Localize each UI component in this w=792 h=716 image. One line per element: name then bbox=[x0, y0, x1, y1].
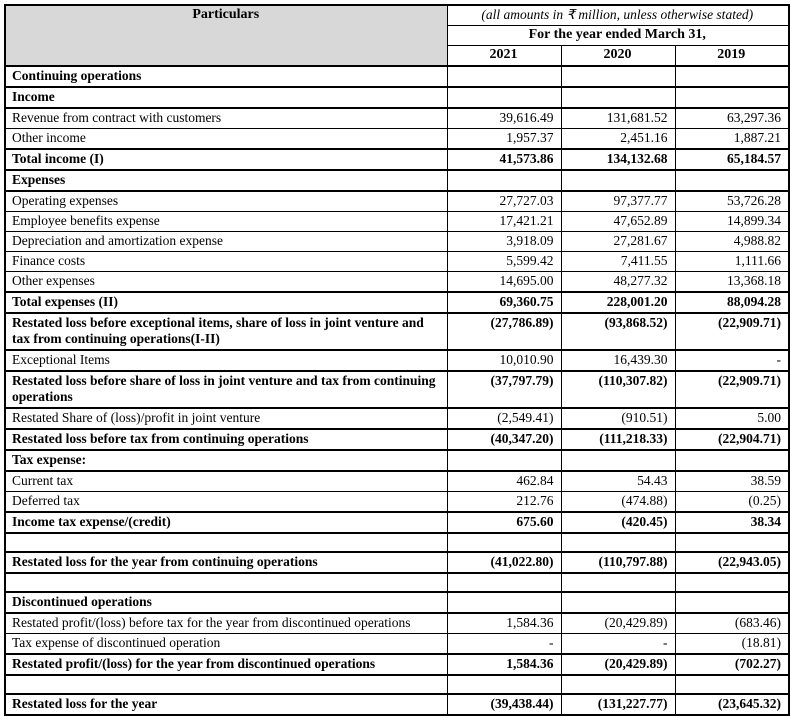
row-label: Restated profit/(loss) before tax for the year from discontinued operations bbox=[5, 613, 447, 634]
period-header-cell: For the year ended March 31, bbox=[447, 26, 789, 46]
table-row bbox=[5, 87, 789, 108]
value-cell: (22,943.05) bbox=[675, 552, 789, 573]
row-label: Restated loss before tax from continuing operations bbox=[5, 429, 447, 450]
table-row bbox=[5, 654, 789, 675]
row-label: Tax expense of discontinued operation bbox=[5, 634, 447, 655]
value-cell: - bbox=[447, 634, 561, 655]
table-row bbox=[5, 272, 789, 293]
value-cell bbox=[675, 87, 789, 108]
table-row bbox=[5, 292, 789, 313]
value-cell bbox=[561, 533, 675, 552]
value-cell: 3,918.09 bbox=[447, 232, 561, 252]
table-row bbox=[5, 313, 789, 350]
table-row bbox=[5, 592, 789, 613]
value-cell: 69,360.75 bbox=[447, 292, 561, 313]
value-cell bbox=[561, 675, 675, 694]
value-cell: 13,368.18 bbox=[675, 272, 789, 293]
row-label: Deferred tax bbox=[5, 492, 447, 513]
year-column-2019: 2019 bbox=[675, 46, 789, 67]
value-cell: (110,797.88) bbox=[561, 552, 675, 573]
value-cell: 41,573.86 bbox=[447, 149, 561, 170]
row-label: Restated loss for the year from continuing operations bbox=[5, 552, 447, 573]
value-cell bbox=[675, 675, 789, 694]
row-label: Exceptional Items bbox=[5, 350, 447, 371]
value-cell: (41,022.80) bbox=[447, 552, 561, 573]
row-label: Depreciation and amortization expense bbox=[5, 232, 447, 252]
value-cell: 38.34 bbox=[675, 512, 789, 533]
value-cell: 4,988.82 bbox=[675, 232, 789, 252]
value-cell: 212.76 bbox=[447, 492, 561, 513]
value-cell bbox=[675, 533, 789, 552]
value-cell: 97,377.77 bbox=[561, 191, 675, 212]
table-row bbox=[5, 694, 789, 715]
value-cell bbox=[561, 573, 675, 592]
table-row bbox=[5, 552, 789, 573]
year-column-2020: 2020 bbox=[561, 46, 675, 67]
value-cell bbox=[447, 450, 561, 471]
value-cell: 53,726.28 bbox=[675, 191, 789, 212]
value-cell bbox=[561, 592, 675, 613]
value-cell: 1,887.21 bbox=[675, 129, 789, 150]
value-cell: 5,599.42 bbox=[447, 252, 561, 272]
value-cell: (702.27) bbox=[675, 654, 789, 675]
table-row bbox=[5, 149, 789, 170]
amounts-note: (all amounts in ₹ million, unless otherwise stated) bbox=[447, 5, 789, 26]
value-cell bbox=[447, 592, 561, 613]
table-row bbox=[5, 129, 789, 150]
value-cell: (131,227.77) bbox=[561, 694, 675, 715]
value-cell: 17,421.21 bbox=[447, 212, 561, 232]
year-column-2021: 2021 bbox=[447, 46, 561, 67]
value-cell: (683.46) bbox=[675, 613, 789, 634]
value-cell: 27,281.67 bbox=[561, 232, 675, 252]
value-cell: 10,010.90 bbox=[447, 350, 561, 371]
row-label: Restated profit/(loss) for the year from discontinued operations bbox=[5, 654, 447, 675]
value-cell: (23,645.32) bbox=[675, 694, 789, 715]
table-body bbox=[5, 66, 789, 715]
value-cell: (110,307.82) bbox=[561, 371, 675, 408]
value-cell bbox=[675, 592, 789, 613]
value-cell: (22,909.71) bbox=[675, 371, 789, 408]
value-cell bbox=[447, 170, 561, 191]
value-cell bbox=[447, 87, 561, 108]
value-cell bbox=[675, 573, 789, 592]
row-label: Restated Share of (loss)/profit in joint venture bbox=[5, 408, 447, 429]
value-cell: 2,451.16 bbox=[561, 129, 675, 150]
table-row bbox=[5, 212, 789, 232]
value-cell: (22,909.71) bbox=[675, 313, 789, 350]
value-cell: 7,411.55 bbox=[561, 252, 675, 272]
row-label: Income bbox=[5, 87, 447, 108]
row-label: Expenses bbox=[5, 170, 447, 191]
value-cell: (18.81) bbox=[675, 634, 789, 655]
table-row bbox=[5, 66, 789, 87]
table-row bbox=[5, 533, 789, 552]
table-row bbox=[5, 492, 789, 513]
row-label: Finance costs bbox=[5, 252, 447, 272]
row-label: Discontinued operations bbox=[5, 592, 447, 613]
value-cell: (474.88) bbox=[561, 492, 675, 513]
value-cell: (27,786.89) bbox=[447, 313, 561, 350]
value-cell bbox=[447, 533, 561, 552]
table-row bbox=[5, 429, 789, 450]
value-cell: (910.51) bbox=[561, 408, 675, 429]
value-cell: 88,094.28 bbox=[675, 292, 789, 313]
value-cell: (93,868.52) bbox=[561, 313, 675, 350]
table-row bbox=[5, 613, 789, 634]
value-cell bbox=[447, 573, 561, 592]
table-row bbox=[5, 371, 789, 408]
value-cell: 54.43 bbox=[561, 471, 675, 492]
row-label bbox=[5, 675, 447, 694]
value-cell bbox=[675, 170, 789, 191]
value-cell: (40,347.20) bbox=[447, 429, 561, 450]
row-label: Other expenses bbox=[5, 272, 447, 293]
table-row bbox=[5, 634, 789, 655]
value-cell: 5.00 bbox=[675, 408, 789, 429]
table-row bbox=[5, 512, 789, 533]
value-cell: 1,111.66 bbox=[675, 252, 789, 272]
row-label bbox=[5, 573, 447, 592]
value-cell bbox=[447, 66, 561, 87]
row-label: Other income bbox=[5, 129, 447, 150]
table-row bbox=[5, 350, 789, 371]
value-cell: (20,429.89) bbox=[561, 654, 675, 675]
value-cell: 27,727.03 bbox=[447, 191, 561, 212]
value-cell: (39,438.44) bbox=[447, 694, 561, 715]
row-label: Tax expense: bbox=[5, 450, 447, 471]
row-label: Restated loss before exceptional items, share of loss in joint venture and tax from continuing operations(I-II) bbox=[5, 313, 447, 350]
value-cell: (0.25) bbox=[675, 492, 789, 513]
value-cell: 16,439.30 bbox=[561, 350, 675, 371]
value-cell: 39,616.49 bbox=[447, 108, 561, 129]
value-cell bbox=[447, 675, 561, 694]
value-cell bbox=[561, 87, 675, 108]
value-cell: 47,652.89 bbox=[561, 212, 675, 232]
value-cell: 1,957.37 bbox=[447, 129, 561, 150]
table-row bbox=[5, 252, 789, 272]
value-cell: 65,184.57 bbox=[675, 149, 789, 170]
value-cell: 1,584.36 bbox=[447, 613, 561, 634]
row-label: Restated loss for the year bbox=[5, 694, 447, 715]
value-cell bbox=[675, 66, 789, 87]
value-cell: (22,904.71) bbox=[675, 429, 789, 450]
value-cell: (111,218.33) bbox=[561, 429, 675, 450]
value-cell: 1,584.36 bbox=[447, 654, 561, 675]
value-cell: 675.60 bbox=[447, 512, 561, 533]
row-label: Current tax bbox=[5, 471, 447, 492]
row-label: Revenue from contract with customers bbox=[5, 108, 447, 129]
value-cell: (2,549.41) bbox=[447, 408, 561, 429]
table-row bbox=[5, 573, 789, 592]
value-cell: 38.59 bbox=[675, 471, 789, 492]
value-cell bbox=[561, 66, 675, 87]
row-label: Restated loss before share of loss in joint venture and tax from continuing operations bbox=[5, 371, 447, 408]
value-cell: 228,001.20 bbox=[561, 292, 675, 313]
value-cell: 14,695.00 bbox=[447, 272, 561, 293]
value-cell: - bbox=[561, 634, 675, 655]
value-cell: (20,429.89) bbox=[561, 613, 675, 634]
value-cell bbox=[561, 170, 675, 191]
table-row bbox=[5, 108, 789, 129]
value-cell bbox=[561, 450, 675, 471]
table-header bbox=[5, 5, 789, 66]
row-label: Operating expenses bbox=[5, 191, 447, 212]
table-row bbox=[5, 471, 789, 492]
header-row-note bbox=[5, 5, 789, 26]
row-label: Total expenses (II) bbox=[5, 292, 447, 313]
value-cell: 131,681.52 bbox=[561, 108, 675, 129]
value-cell: 134,132.68 bbox=[561, 149, 675, 170]
table-row bbox=[5, 408, 789, 429]
value-cell bbox=[675, 450, 789, 471]
value-cell: - bbox=[675, 350, 789, 371]
value-cell: (37,797.79) bbox=[447, 371, 561, 408]
table-row bbox=[5, 170, 789, 191]
value-cell: 63,297.36 bbox=[675, 108, 789, 129]
particulars-header-cell: Particulars bbox=[5, 5, 447, 66]
value-cell: 462.84 bbox=[447, 471, 561, 492]
row-label bbox=[5, 533, 447, 552]
table-row bbox=[5, 191, 789, 212]
table-row bbox=[5, 232, 789, 252]
table-row bbox=[5, 675, 789, 694]
row-label: Continuing operations bbox=[5, 66, 447, 87]
row-label: Employee benefits expense bbox=[5, 212, 447, 232]
row-label: Income tax expense/(credit) bbox=[5, 512, 447, 533]
value-cell: 14,899.34 bbox=[675, 212, 789, 232]
table-row bbox=[5, 450, 789, 471]
value-cell: (420.45) bbox=[561, 512, 675, 533]
profit-and-loss-table bbox=[4, 4, 790, 716]
value-cell: 48,277.32 bbox=[561, 272, 675, 293]
row-label: Total income (I) bbox=[5, 149, 447, 170]
